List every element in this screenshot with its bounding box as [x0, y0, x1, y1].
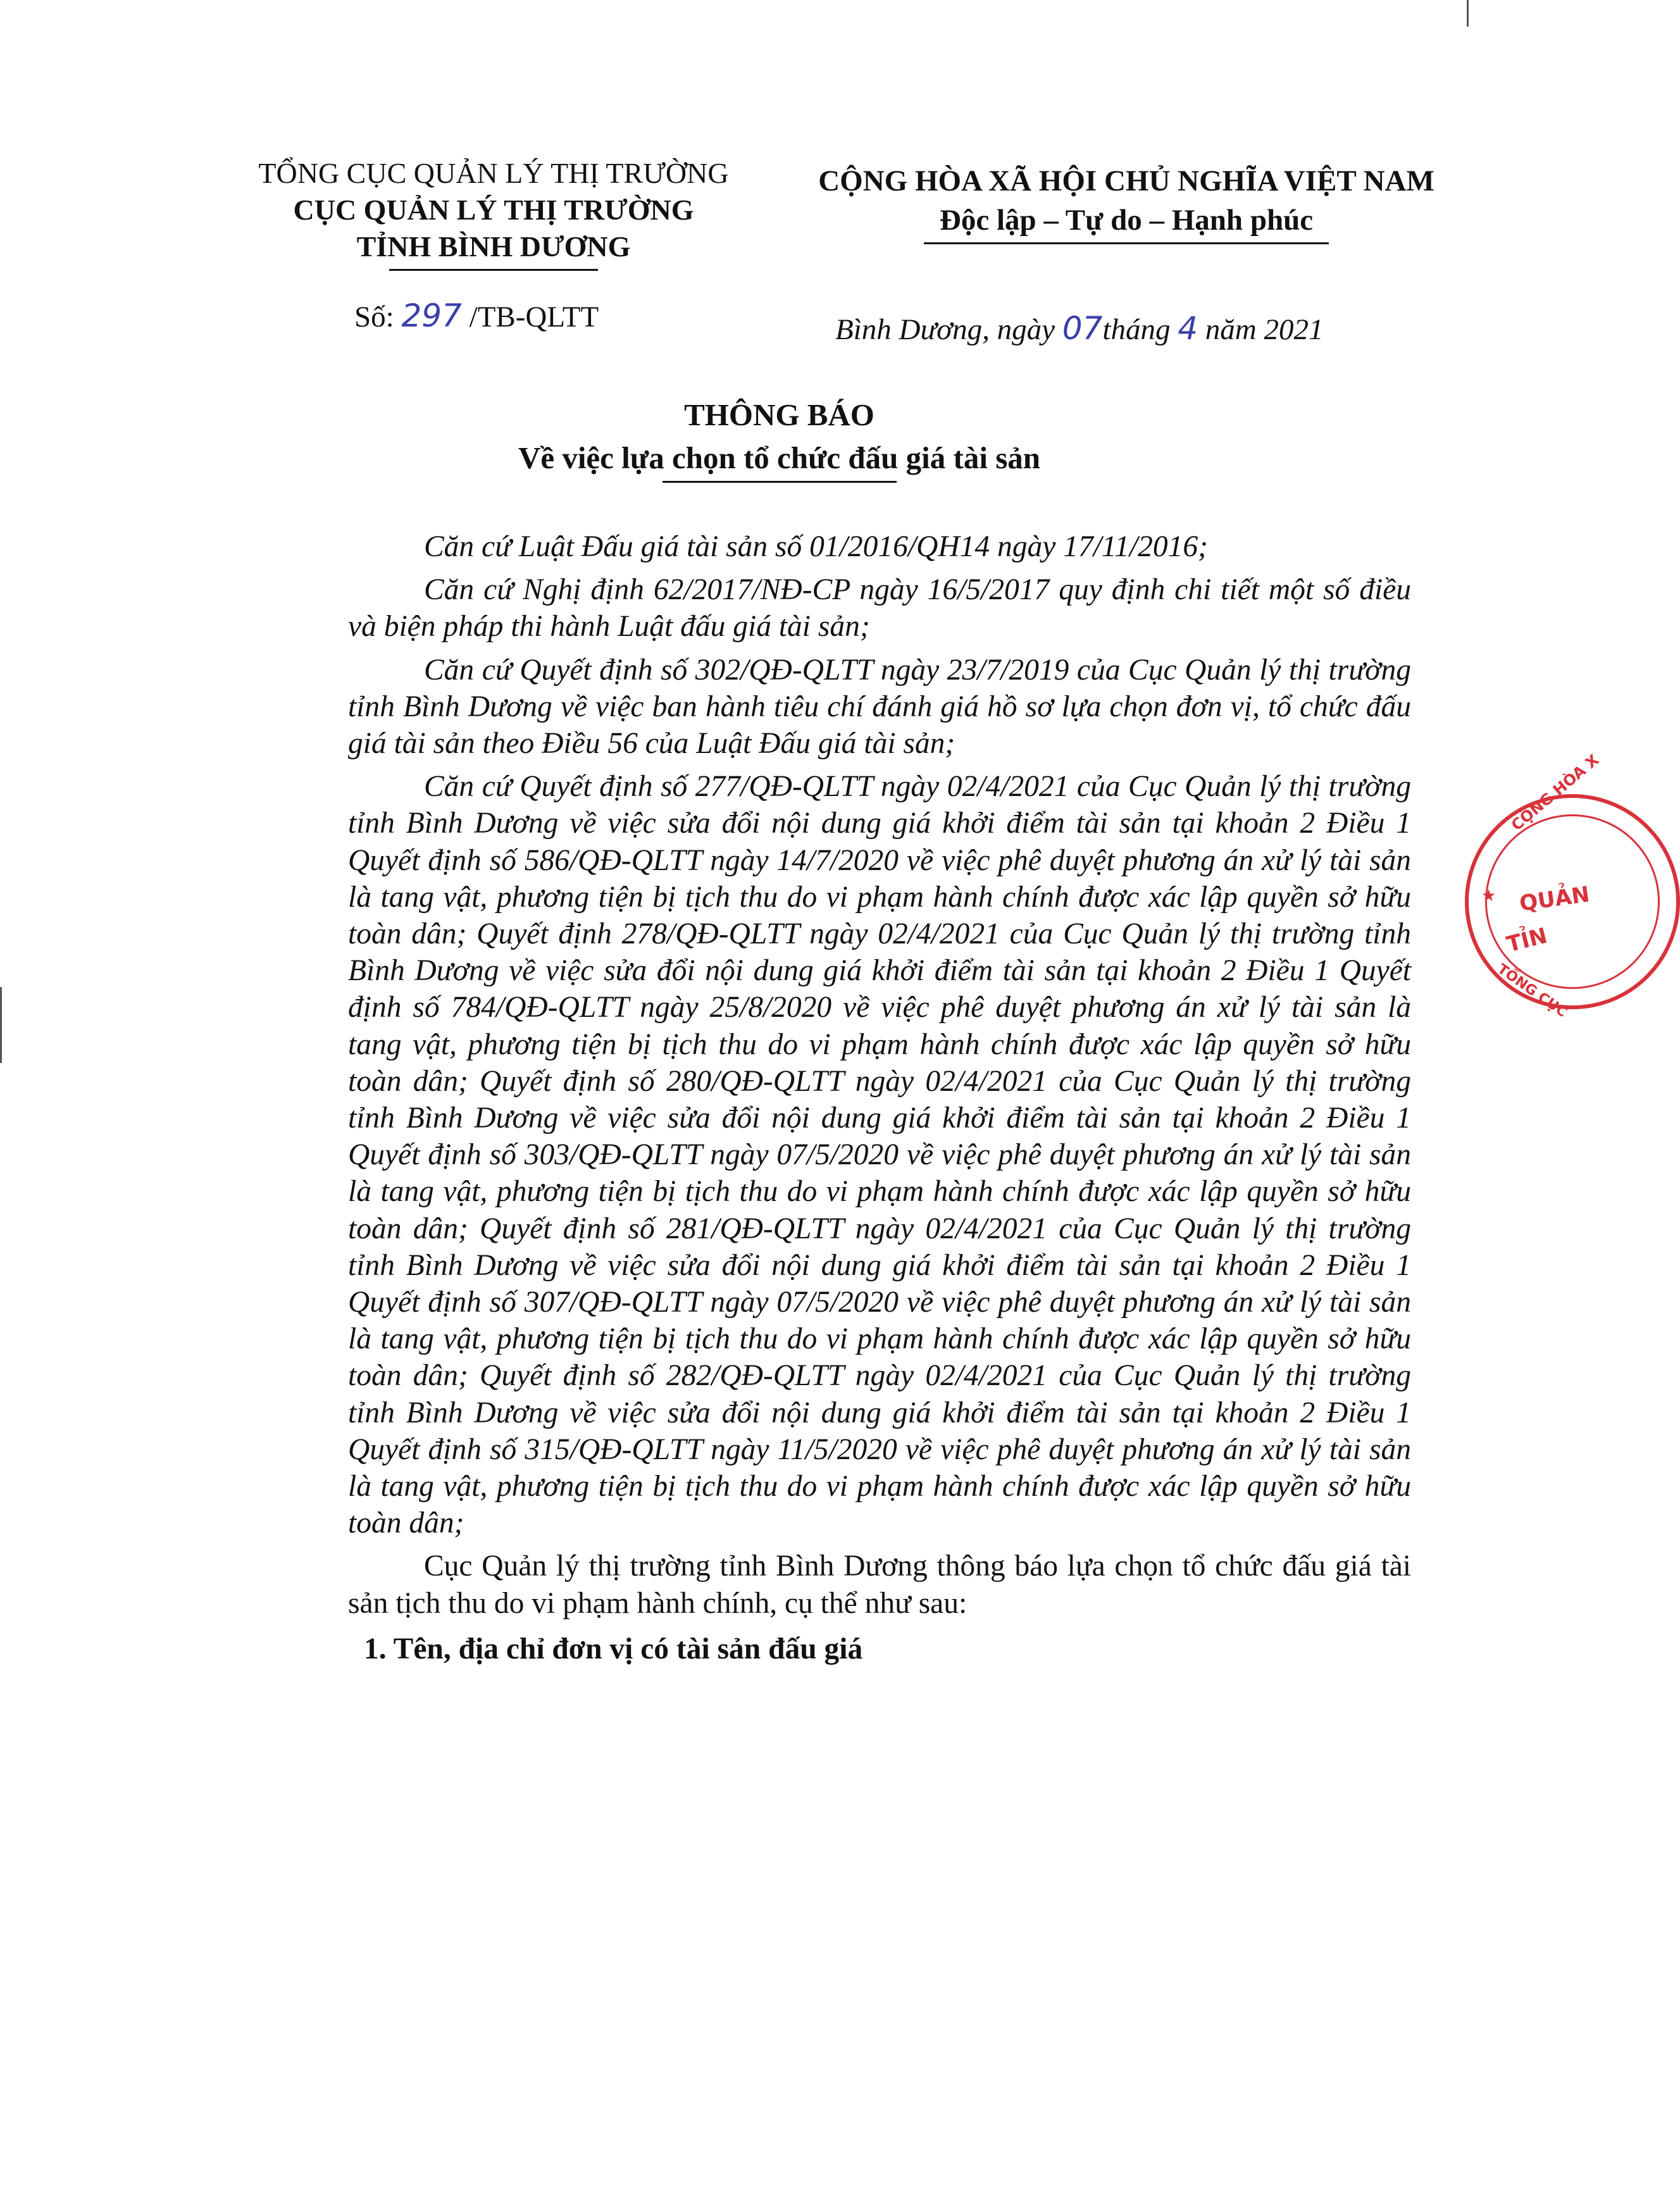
- seal-ring-text: CỘNG HÒA X: [1508, 750, 1603, 835]
- issuing-agency-block: [240, 155, 747, 271]
- scan-mark-left: [0, 987, 2, 1063]
- legal-basis-3: Căn cứ Quyết định số 302/QĐ-QLTT ngày 23/7/2019 của Cục Quản lý thị trường tỉnh Bình Dương về việc ban hành tiêu chí đánh giá hồ sơ lựa chọn đơn vị, tổ chức đấu giá tài sản theo Điều 56 của Luật Đấu giá tài sản;: [348, 653, 1411, 761]
- date-month-handwritten: 4: [1178, 310, 1198, 347]
- agency-underline: [389, 269, 598, 271]
- date-day-handwritten: 07: [1062, 310, 1103, 347]
- nation-name: CỘNG HÒA XÃ HỘI CHỦ NGHĨA VIỆT NAM: [818, 165, 1434, 197]
- subtitle-underline: [663, 481, 897, 483]
- seal-star-icon: ★: [1481, 886, 1496, 905]
- document-body: [348, 528, 1411, 1674]
- national-header-block: [766, 161, 1487, 244]
- document-number-suffix: /TB-QLTT: [461, 301, 599, 333]
- parent-agency: TỔNG CỤC QUẢN LÝ THỊ TRƯỜNG: [258, 157, 729, 189]
- document-number-prefix: Số:: [354, 301, 402, 333]
- motto-underline: [924, 242, 1329, 244]
- national-motto: Độc lập – Tự do – Hạnh phúc: [939, 204, 1314, 237]
- legal-basis-1: Căn cứ Luật Đấu giá tài sản số 01/2016/QH14 ngày 17/11/2016;: [424, 530, 1208, 563]
- document-number-handwritten: 297: [401, 297, 462, 334]
- document-number: [354, 297, 599, 334]
- legal-basis-4: Căn cứ Quyết định số 277/QĐ-QLTT ngày 02/4/2021 của Cục Quản lý thị trường tỉnh Bình Dương về việc sửa đổi nội dung giá khởi điểm tài sản tại khoản 2 Điều 1 Quyết định số 586/QĐ-QLTT ngày 14/7/2020 về việc phê duyệt phương án xử lý tài sản là tang vật, phương tiện bị tịch thu do vi phạm hành chính được xác lập quyền sở hữu toàn dân; Quyết định 278/QĐ-QLTT ngày 02/4/2021 của Cục Quản lý thị trường tỉnh Bình Dương về việc sửa đổi nội dung giá khởi điểm tài sản tại khoản 2 Điều 1 Quyết định số 784/QĐ-QLTT ngày 25/8/2020 về việc phê duyệt phương án xử lý tài sản là tang vật, phương tiện bị tịch thu do vi phạm hành chính được xác lập quyền sở hữu toàn dân; Quyết định số 280/QĐ-QLTT ngày 02/4/2021 của Cục Quản lý thị trường tỉnh Bình Dương về việc sửa đổi nội dung giá khởi điểm tài sản tại khoản 2 Điều 1 Quyết định số 303/QĐ-QLTT ngày 07/5/2020 về việc phê duyệt phương án xử lý tài sản là tang vật, phương tiện bị tịch thu do vi phạm hành chính được xác lập quyền sở hữu toàn dân; Quyết định số 281/QĐ-QLTT ngày 02/4/2021 của Cục Quản lý thị trường tỉnh Bình Dương về việc sửa đổi nội dung giá khởi điểm tài sản tại khoản 2 Điều 1 Quyết định số 307/QĐ-QLTT ngày 07/5/2020 về việc phê duyệt phương án xử lý tài sản là tang vật, phương tiện bị tịch thu do vi phạm hành chính được xác lập quyền sở hữu toàn dân; Quyết định số 282/QĐ-QLTT ngày 02/4/2021 của Cục Quản lý thị trường tỉnh Bình Dương về việc sửa đổi nội dung giá khởi điểm tài sản tại khoản 2 Điều 1 Quyết định số 315/QĐ-QLTT ngày 11/5/2020 về việc phê duyệt phương án xử lý tài sản là tang vật, phương tiện bị tịch thu do vi phạm hành chính được xác lập quyền sở hữu toàn dân;: [348, 770, 1411, 1540]
- seal-inner-text-1: QUẢN: [1517, 881, 1591, 917]
- document-title-block: [0, 394, 1559, 483]
- document-subtitle: Về việc lựa chọn tổ chức đấu giá tài sản: [518, 440, 1041, 475]
- announcement-paragraph: Cục Quản lý thị trường tỉnh Bình Dương thông báo lựa chọn tổ chức đấu giá tài sản tịch thu do vi phạm hành chính, cụ thể như sau:: [348, 1550, 1411, 1620]
- document-title: THÔNG BÁO: [684, 397, 874, 432]
- scan-mark-top: [1467, 0, 1469, 27]
- official-seal: [1465, 750, 1680, 1021]
- agency-name-line1: CỤC QUẢN LÝ THỊ TRƯỜNG: [293, 194, 694, 226]
- section-1-heading: 1. Tên, địa chỉ đơn vị có tài sản đấu giá: [364, 1632, 863, 1665]
- date-month-label: tháng: [1102, 313, 1178, 346]
- date-place: Bình Dương, ngày: [835, 313, 1062, 346]
- date-year: năm 2021: [1198, 313, 1324, 346]
- seal-bottom-text: TỔNG CỤC: [1494, 961, 1570, 1021]
- agency-name-line2: TỈNH BÌNH DƯƠNG: [356, 230, 631, 263]
- legal-basis-2: Căn cứ Nghị định 62/2017/NĐ-CP ngày 16/5/2017 quy định chi tiết một số điều và biện pháp thi hành Luật đấu giá tài sản;: [348, 573, 1411, 644]
- date-line: [835, 310, 1324, 347]
- seal-inner-text-2: TỈN: [1504, 923, 1550, 958]
